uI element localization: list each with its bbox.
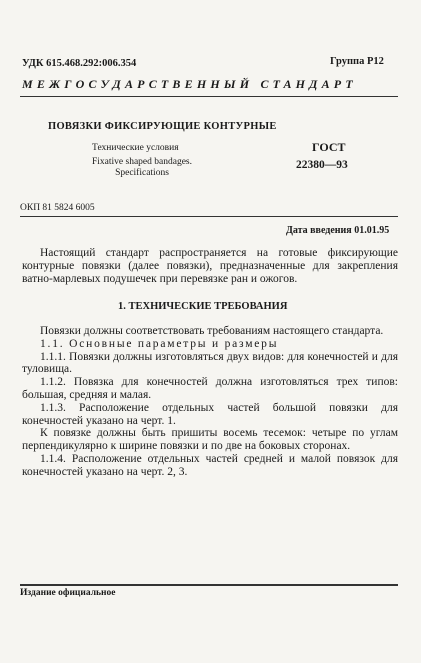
intro-paragraph-block <box>22 247 398 285</box>
subtitle-ru: Технические условия <box>92 143 179 153</box>
paragraph-1: 1.1. Основные параметры и размеры <box>40 337 279 350</box>
okp-rule <box>20 216 398 217</box>
subtitle-en: Fixative shaped bandages. Specifications <box>92 157 192 178</box>
edition-label: Издание официальное <box>20 588 116 598</box>
document-title: ПОВЯЗКИ ФИКСИРУЮЩИЕ КОНТУРНЫЕ <box>48 121 277 132</box>
paragraph-6: 1.1.4. Расположение отдельных частей средней и малой повязок для конечностей указано на черт. 2, 3. <box>22 452 398 478</box>
paragraph-5: К повязке должны быть пришиты восемь тесемок: четыре по углам перпендикулярно к ширине повязки и по две на боковых сторонах. <box>22 427 398 453</box>
requirements-body <box>22 325 398 479</box>
okp-code: ОКП 81 5824 6005 <box>20 203 95 213</box>
header-rule <box>20 96 398 97</box>
section-title: 1. ТЕХНИЧЕСКИЕ ТРЕБОВАНИЯ <box>118 301 288 312</box>
intro-paragraph: Настоящий стандарт распространяется на готовые фиксирующие контурные повязки (далее повязки), предназначенные для закрепления ватно-марлевых подушечек при перевязке ран и ожогов. <box>22 247 398 285</box>
group-code: Группа Р12 <box>330 56 384 67</box>
gost-number: 22380—93 <box>296 159 348 171</box>
udk-code: УДК 615.468.292:006.354 <box>22 58 137 69</box>
footer-rule <box>20 584 398 586</box>
paragraph-0: Повязки должны соответствовать требованиям настоящего стандарта. <box>40 325 384 337</box>
gost-label: ГОСТ <box>312 140 346 154</box>
paragraph-2: 1.1.1. Повязки должны изготовляться двух видов: для конечностей и для туловища. <box>22 350 398 376</box>
standard-banner: МЕЖГОСУДАРСТВЕННЫЙ СТАНДАРТ <box>22 77 357 91</box>
paragraph-4: 1.1.3. Расположение отдельных частей большой повязки для конечностей указано на черт. 1. <box>22 401 398 427</box>
date-intro: Дата введения 01.01.95 <box>286 225 390 236</box>
paragraph-3: 1.1.2. Повязка для конечностей должна изготовляться трех типов: большая, средняя и малая. <box>22 376 398 401</box>
